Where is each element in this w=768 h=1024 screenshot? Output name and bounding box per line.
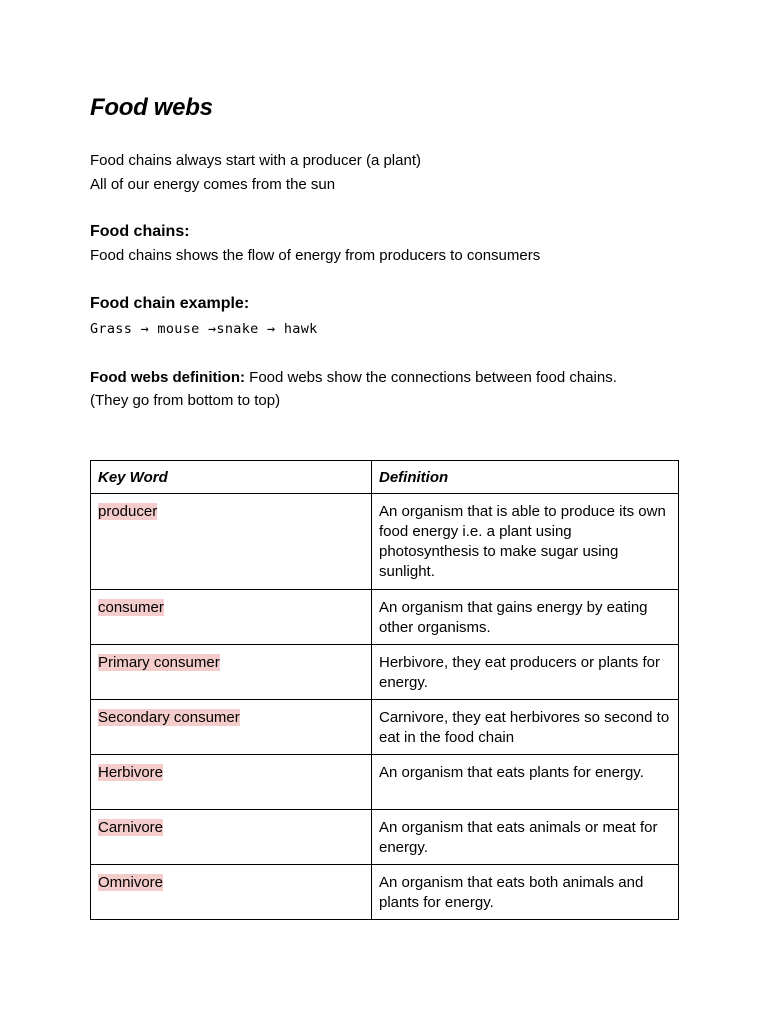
food-webs-direction-note: (They go from bottom to top): [90, 392, 281, 409]
definition-header: Definition: [372, 461, 679, 494]
food-chain-example-text: Grass → mouse →snake → hawk: [90, 321, 318, 337]
food-chains-text: Food chains shows the flow of energy from producers to consumers: [90, 247, 541, 264]
intro-line-1: Food chains always start with a producer (a plant): [90, 152, 421, 169]
term-cell: [91, 494, 372, 590]
term-highlight: Carnivore: [98, 819, 164, 836]
term-highlight: Primary consumer: [98, 654, 220, 671]
term-highlight: Secondary consumer: [98, 709, 240, 726]
table-row: [91, 700, 679, 755]
table-row: [91, 810, 679, 865]
table-row: [91, 590, 679, 645]
food-webs-definition: [90, 368, 617, 388]
definition-cell: An organism that eats both animals and plants for energy.: [372, 865, 679, 920]
term-highlight: Herbivore: [98, 764, 164, 781]
food-webs-definition-text: Food webs show the connections between food chains.: [244, 369, 617, 386]
table-row: [91, 865, 679, 920]
definition-cell: Carnivore, they eat herbivores so second to eat in the food chain: [372, 700, 679, 755]
term-cell: [91, 755, 372, 810]
term-cell: [91, 865, 372, 920]
key-word-header: Key Word: [91, 461, 372, 494]
definition-cell: An organism that gains energy by eating other organisms.: [372, 590, 679, 645]
definition-cell: Herbivore, they eat producers or plants for energy.: [372, 645, 679, 700]
food-webs-definition-label: Food webs definition:: [90, 369, 245, 386]
definition-cell: An organism that is able to produce its own food energy i.e. a plant using photosynthesis to make sugar using sunlight.: [372, 494, 679, 590]
definition-cell: An organism that eats plants for energy.: [372, 755, 679, 810]
definition-cell: An organism that eats animals or meat for energy.: [372, 810, 679, 865]
page-title: Food webs: [90, 94, 213, 121]
food-chains-heading: Food chains:: [90, 223, 190, 240]
table-row: [91, 645, 679, 700]
term-cell: [91, 590, 372, 645]
term-cell: [91, 700, 372, 755]
term-highlight: consumer: [98, 599, 164, 616]
term-cell: [91, 810, 372, 865]
term-highlight: producer: [98, 503, 158, 520]
term-highlight: Omnivore: [98, 874, 164, 891]
term-cell: [91, 645, 372, 700]
food-chain-example-heading: Food chain example:: [90, 295, 250, 312]
table-header-row: [91, 461, 679, 494]
key-word-table: [90, 460, 679, 920]
table-row: [91, 755, 679, 810]
table-row: [91, 494, 679, 590]
intro-line-2: All of our energy comes from the sun: [90, 176, 336, 193]
